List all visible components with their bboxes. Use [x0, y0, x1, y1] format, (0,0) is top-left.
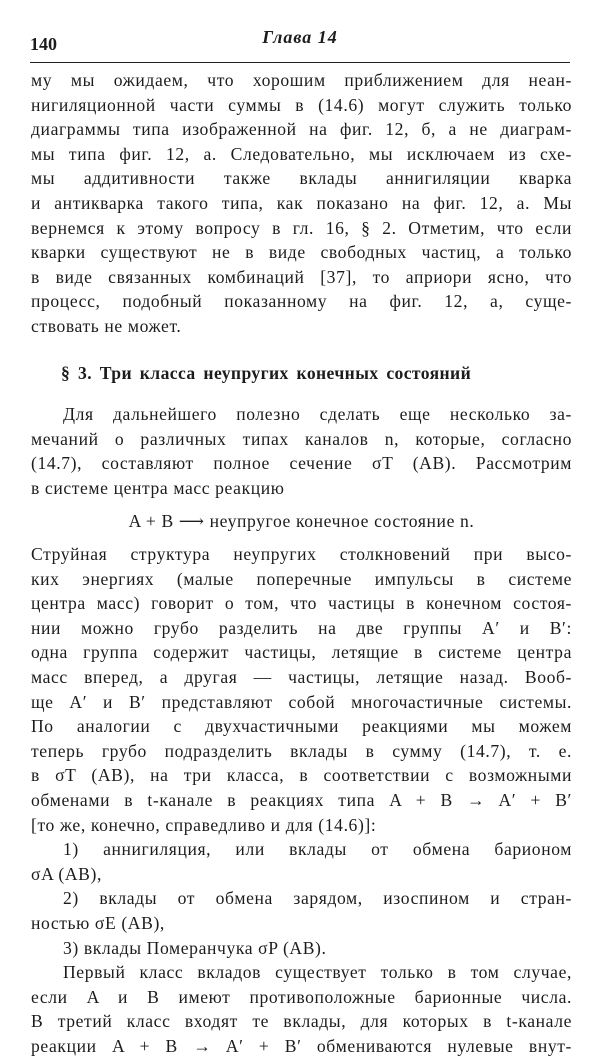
text-line: мечаний о различных типах каналов n, которые, согласно [31, 428, 572, 449]
text-line: мы аддитивности также вклады аннигиляции кварка [31, 168, 572, 189]
text-line: центра масс) говорит о том, что частицы в конечном состоя- [31, 593, 572, 614]
text-line: (14.7), составляют полное сечение σT (AB). Рассмотрим [31, 453, 572, 474]
text-line: в системе центра масс реакцию [31, 477, 285, 498]
text-line: процесс, подобный показанному на фиг. 12, а, суще- [31, 291, 572, 312]
text-line: Первый класс вкладов существует только в том случае, [63, 962, 572, 983]
list-item: 1) аннигиляция, или вклады от обмена барионом [63, 839, 572, 860]
chapter-title: Глава 14 [262, 27, 338, 47]
text-line: Струйная структура неупругих столкновений при высо- [31, 544, 572, 565]
text-line: ще A′ и B′ представляют собой многочастичные системы. [31, 691, 572, 712]
page-header [30, 22, 570, 63]
section-heading: § 3. Три класса неупругих конечных состояний [61, 362, 472, 383]
text-line: кварки существуют не в виде свободных частиц, а только [31, 242, 572, 263]
text-line: мы типа фиг. 12, а. Следовательно, мы исключаем из схе- [31, 143, 572, 164]
page-body [31, 68, 572, 1059]
class-list [31, 837, 572, 960]
text-line: обменами в t-канале в реакциях типа A + B → A′ + B′ [31, 790, 572, 811]
list-item: 2) вклады от обмена зарядом, изоспином и стран- [63, 888, 572, 909]
text-line: вернемся к этому вопросу в гл. 16, § 2. Отметим, что если [31, 217, 572, 238]
text-line: в σT (AB), на три класса, в соответствии с возможными [31, 765, 572, 786]
text-line: в виде связанных комбинаций [37], то априори ясно, что [31, 266, 572, 287]
text-line: нии можно грубо разделить на две группы A′ и B′: [31, 617, 572, 638]
paragraph-4 [31, 960, 572, 1058]
text-line: диаграммы типа изображенной на фиг. 12, б, а не диаграм- [31, 119, 572, 140]
text-line: Для дальнейшего полезно сделать еще несколько за- [63, 404, 572, 425]
paragraph-1 [31, 68, 572, 339]
paragraph-2 [31, 402, 572, 500]
text-line: [то же, конечно, справедливо и для (14.6)]: [31, 814, 377, 835]
text-line: и антикварка такого типа, как показано на фиг. 12, а. Мы [31, 192, 572, 213]
text-line: нигиляционной части суммы в (14.6) могут служить только [31, 94, 572, 115]
text-line: ких энергиях (малые поперечные импульсы в системе [31, 568, 572, 589]
paragraph-3 [31, 542, 572, 837]
list-item-continuation: σA (AB), [31, 863, 102, 884]
text-line: теперь грубо подразделить вклады в сумму (14.7), т. е. [31, 740, 572, 761]
page-number: 140 [30, 34, 57, 54]
list-item-continuation: ностью σE (AB), [31, 913, 165, 933]
text-line: реакции A + B → A′ + B′ обмениваются нулевые внут- [31, 1035, 572, 1056]
text-line: ствовать не может. [31, 315, 182, 336]
list-item: 3) вклады Померанчука σP (AB). [63, 937, 327, 958]
text-line: му мы ожидаем, что хорошим приближением для неан- [31, 70, 572, 90]
text-line: В третий класс входят те вклады, для которых в t-канале [31, 1011, 572, 1032]
text-line: По аналогии с двухчастичными реакциями мы можем [31, 716, 572, 737]
text-line: если A и B имеют противоположные барионные числа. [31, 986, 572, 1007]
text-line: одна группа содержит частицы, летящие в системе центра [31, 642, 572, 663]
text-line: масс вперед, а другая — частицы, летящие назад. Вооб- [31, 667, 572, 688]
reaction-formula: A + B ⟶ неупругое конечное состояние n. [128, 510, 475, 531]
